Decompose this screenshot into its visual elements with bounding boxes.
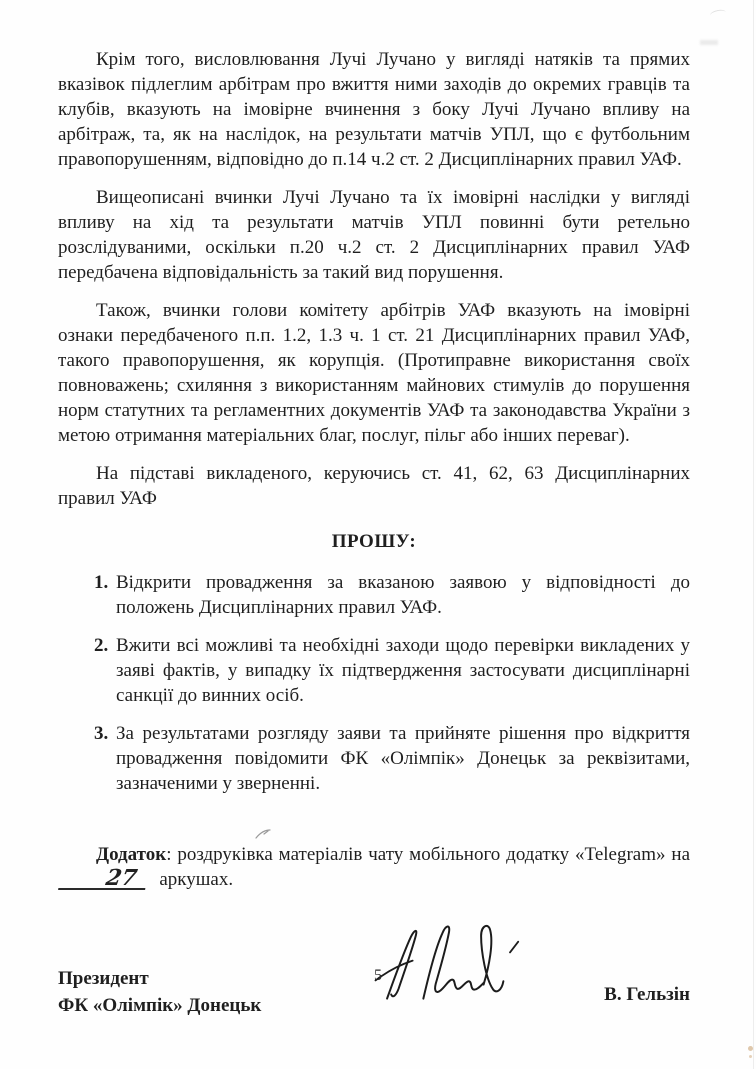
list-item-number: 3. <box>94 723 109 744</box>
signature-area <box>313 899 570 1019</box>
attachment-text: : роздруківка матеріалів чату мобільного додатку «Telegram» на <box>166 844 690 865</box>
attachment-note <box>58 842 690 892</box>
request-heading: ПРОШУ: <box>331 531 417 552</box>
list-item-text: Вжити всі можливі та необхідні заходи щодо перевірки викладених у заяві фактів, у випадку їх підтвердження застосувати дисциплінарні санкції до винних осіб. <box>116 635 690 706</box>
paragraph: Також, вчинки голови комітету арбітрів УАФ вказують на імовірні ознаки передбаченого п.п. 1.2, 1.3 ч. 1 ст. 21 Дисциплінарних правил УАФ, такого правопорушення, як корупція. (Протиправне використання своїх повноважень; схиляння з використанням майнових стимулів до порушення норм статутних та регламентних документів УАФ та законодавства України з метою отримання матеріальних благ, послуг, пільг або інших переваг). <box>58 300 690 446</box>
scan-smudge-artifact <box>700 40 718 45</box>
handwritten-mark-icon <box>254 828 272 840</box>
signatory-name: В. Гельзін <box>604 984 690 1005</box>
page-number: 5 <box>374 967 382 984</box>
attachment-label: Додаток <box>96 844 167 865</box>
list-item-text: Відкрити провадження за вказаною заявою у відповідності до положень Дисциплінарних правил УАФ. <box>116 572 690 618</box>
paragraph: Крім того, висловлювання Лучі Лучано у вигляді натяків та прямих вказівок підлеглим арбітрам про вжиття ними заходів до окремих гравців та клубів, вказують на імовірне вчинення з боку Лучі Лучано впливу на арбітраж, та, як на наслідок, на результати матчів УПЛ, що є футбольним правопорушенням, відповідно до п.14 ч.2 ст. 2 Дисциплінарних правил УАФ. <box>58 49 690 170</box>
scan-edge-artifact <box>753 0 754 1069</box>
list-item <box>94 721 690 796</box>
attachment-text-end: аркушах. <box>159 869 234 890</box>
list-item-number: 1. <box>94 572 109 593</box>
handwritten-signature-icon <box>359 899 524 1019</box>
list-item <box>94 633 690 708</box>
request-list <box>94 570 690 796</box>
list-item-number: 2. <box>94 635 109 656</box>
scan-smudge-artifact <box>709 8 726 19</box>
list-item-text: За результатами розгляду заяви та прийняте рішення про відкриття провадження повідомити ФК «Олімпік» Донецьк за реквізитами, зазначеними у зверненні. <box>116 723 690 794</box>
document-body <box>58 47 690 511</box>
paragraph: На підставі викладеного, керуючись ст. 41, 62, 63 Дисциплінарних правил УАФ <box>58 463 690 509</box>
signatory-title-line1: Президент <box>58 968 149 989</box>
signatory-title-line2: ФК «Олімпік» Донецьк <box>58 995 262 1016</box>
scan-smudge-artifact <box>748 1046 753 1051</box>
handwritten-sheet-count: 27 <box>58 868 149 890</box>
paragraph: Вищеописані вчинки Лучі Лучано та їх імовірні наслідки у вигляді впливу на хід та результати матчів УПЛ повинні бути ретельно розслідуваними, оскільки п.20 ч.2 ст. 2 Дисциплінарних правил УАФ передбачена відповідальність за такий вид порушення. <box>58 187 690 283</box>
list-item <box>94 570 690 620</box>
